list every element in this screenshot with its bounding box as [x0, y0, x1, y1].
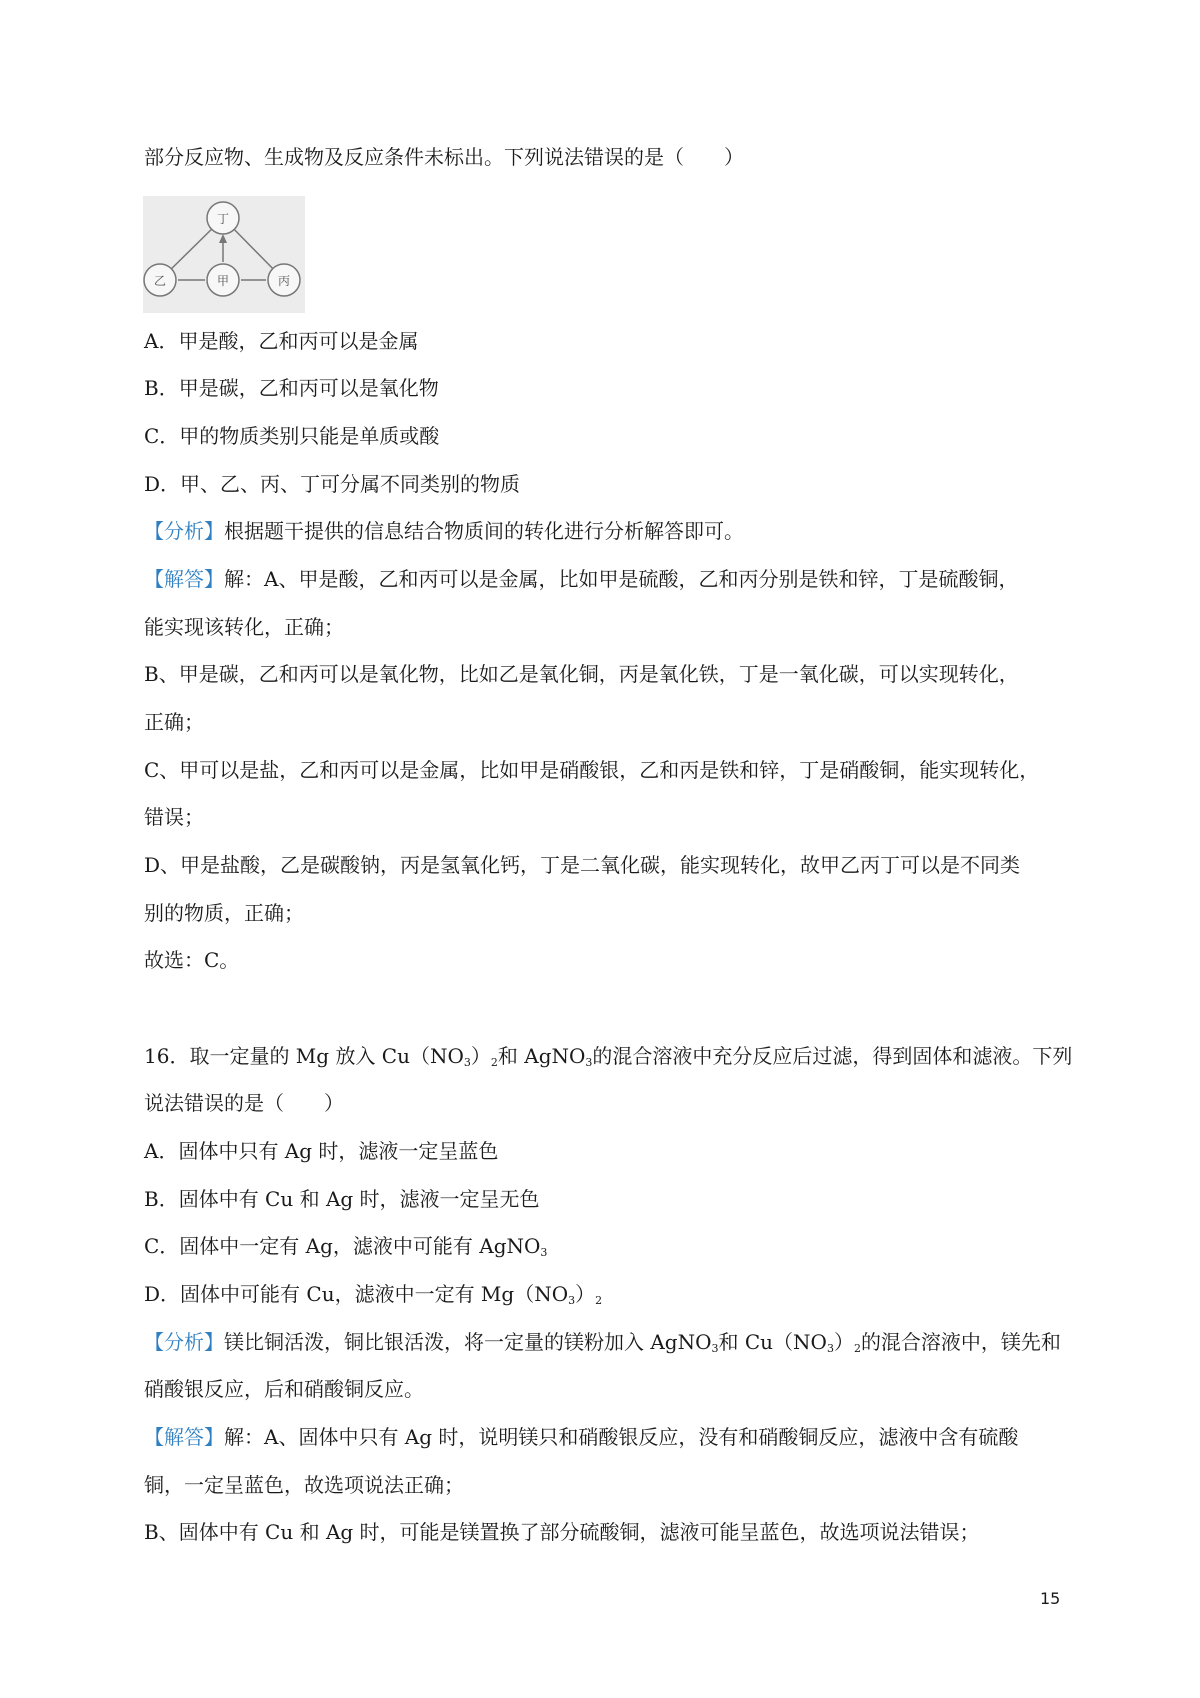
q15-answer-line-8: 别的物质，正确；	[144, 901, 304, 925]
q16-stem-line-2: 说法错误的是（ ）	[144, 1091, 344, 1115]
node-yi-label: 乙	[153, 274, 167, 288]
analysis-tag: 【分析】	[144, 519, 224, 543]
subscript: 3	[711, 1342, 719, 1355]
subscript: 3	[568, 1294, 576, 1307]
q16-answer-line-3: B、固体中有 Cu 和 Ag 时，可能是镁置换了部分硫酸铜，滤液可能呈蓝色，故选项说法错误；	[144, 1520, 980, 1544]
stem-text: 和 AgNO	[497, 1044, 586, 1068]
q15-stem-tail: 部分反应物、生成物及反应条件未标出。下列说法错误的是（ ）	[144, 145, 744, 169]
q15-answer-line-4: 正确；	[144, 710, 204, 734]
q16-analysis-line-2: 硝酸银反应，后和硝酸铜反应。	[144, 1377, 424, 1401]
answer-text: 解：A、固体中只有 Ag 时，说明镁只和硝酸银反应，没有和硝酸铜反应，滤液中含有硫酸	[224, 1425, 1019, 1449]
answer-text: 解：A、甲是酸，乙和丙可以是金属，比如甲是硫酸，乙和丙分别是铁和锌，丁是硫酸铜，	[224, 567, 1019, 591]
q15-option-a: A．甲是酸，乙和丙可以是金属	[144, 329, 419, 353]
page-number: 15	[1040, 1589, 1061, 1608]
q15-answer-line-6: 错误；	[144, 805, 204, 829]
q15-answer-line-1	[144, 566, 1018, 592]
paren: ）	[470, 1044, 491, 1068]
q16-option-c	[144, 1233, 547, 1266]
analysis-text: 的混合溶液中，镁先和	[860, 1330, 1061, 1354]
triangle-diagram-svg	[143, 196, 305, 313]
option-text: C．固体中一定有 Ag，滤液中可能有 AgNO	[144, 1234, 541, 1258]
q15-answer-line-2: 能实现该转化，正确；	[144, 615, 344, 639]
node-ding-label: 丁	[216, 212, 230, 226]
q15-answer-line-7: D、甲是盐酸，乙是碳酸钠，丙是氢氧化钙，丁是二氧化碳，能实现转化，故甲乙丙丁可以是不同类	[144, 853, 1021, 877]
q16-option-b: B．固体中有 Cu 和 Ag 时，滤液一定呈无色	[144, 1187, 540, 1211]
analysis-text: 镁比铜活泼，铜比银活泼，将一定量的镁粉加入 AgNO	[224, 1330, 712, 1354]
node-jia-label: 甲	[216, 274, 230, 288]
q16-answer-line-1	[144, 1424, 1018, 1450]
subscript: 3	[585, 1056, 593, 1069]
stem-text: 的混合溶液中充分反应后过滤，得到固体和滤液。下列	[592, 1044, 1073, 1068]
q16-option-d	[144, 1281, 602, 1314]
paren: ）	[575, 1282, 596, 1306]
q15-option-d: D．甲、乙、丙、丁可分属不同类别的物质	[144, 472, 521, 496]
q16-option-a: A．固体中只有 Ag 时，滤液一定呈蓝色	[144, 1139, 499, 1163]
subscript: 2	[853, 1342, 861, 1355]
analysis-text: 和 Cu（NO	[718, 1330, 827, 1354]
subscript: 2	[490, 1056, 498, 1069]
subscript: 3	[826, 1342, 834, 1355]
stem-text: 16．取一定量的 Mg 放入 Cu（NO	[144, 1044, 464, 1068]
subscript: 2	[595, 1294, 603, 1307]
q15-analysis	[144, 518, 744, 544]
q15-triangle-diagram	[143, 196, 305, 313]
q15-option-b: B．甲是碳，乙和丙可以是氧化物	[144, 376, 439, 400]
paren: ）	[833, 1330, 854, 1354]
answer-tag: 【解答】	[144, 1425, 224, 1449]
node-bing-label: 丙	[277, 274, 291, 288]
q15-option-c: C．甲的物质类别只能是单质或酸	[144, 424, 440, 448]
option-text: D．固体中可能有 Cu，滤液中一定有 Mg（NO	[144, 1282, 569, 1306]
q16-answer-line-2: 铜，一定呈蓝色，故选项说法正确；	[144, 1473, 464, 1497]
analysis-tag: 【分析】	[144, 1330, 224, 1354]
subscript: 3	[540, 1246, 548, 1259]
q15-answer-line-9: 故选：C。	[144, 948, 240, 972]
q16-analysis-line-1	[144, 1329, 1061, 1362]
analysis-text: 根据题干提供的信息结合物质间的转化进行分析解答即可。	[224, 519, 744, 543]
answer-tag: 【解答】	[144, 567, 224, 591]
subscript: 3	[463, 1056, 471, 1069]
q15-answer-line-3: B、甲是碳，乙和丙可以是氧化物，比如乙是氧化铜，丙是氧化铁，丁是一氧化碳，可以实现转化，	[144, 662, 1019, 686]
q15-answer-line-5: C、甲可以是盐，乙和丙可以是金属，比如甲是硝酸银，乙和丙是铁和锌，丁是硝酸铜，能实现转化，	[144, 758, 1040, 782]
q16-stem-line-1	[144, 1043, 1072, 1076]
